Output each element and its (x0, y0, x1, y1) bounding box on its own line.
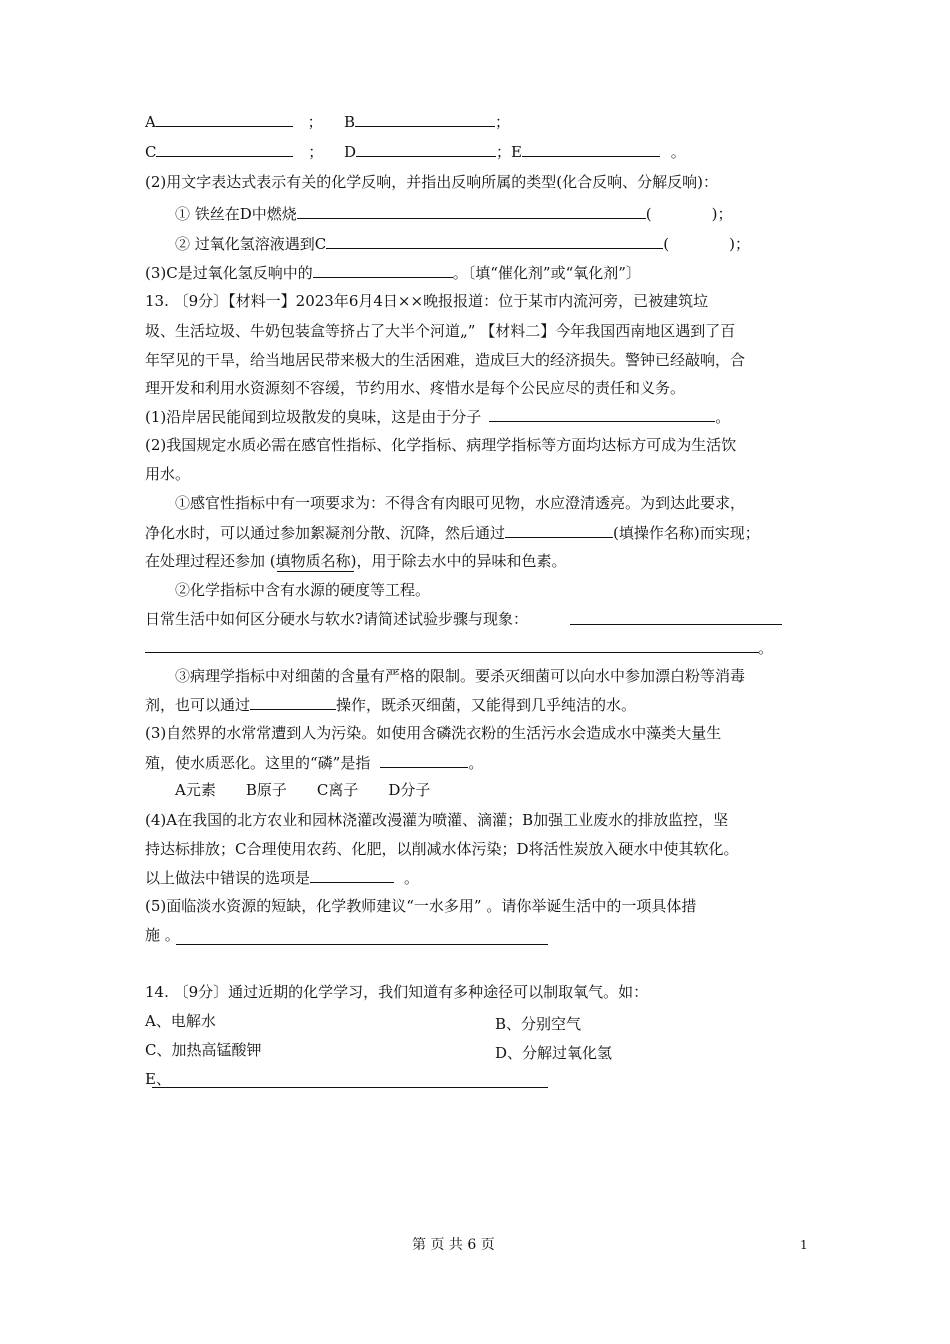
blank-type2[interactable] (669, 234, 729, 249)
q13-s2-line1: ②化学指标中含有水源的硬度等工程。 (175, 581, 431, 599)
blank-q14-e[interactable] (152, 1087, 548, 1088)
q14-e: E、 (145, 1070, 171, 1088)
q13-p4-line1: (4)A在我国的北方农业和园林浇灌改漫灌为喷灌、滴灌；B加强工业废水的排放监控，坚 (145, 811, 729, 829)
q13-p5-line2: 施 。 (145, 926, 180, 944)
paren-close: )； (729, 235, 750, 253)
q13-s1-line2a: 净化水时，可以通过参加絮凝剂分散、沉降，然后通过 (145, 524, 506, 542)
q12-3 (145, 262, 641, 283)
q13-p4-line3a: 以上做法中错误的选项是 (145, 869, 311, 887)
blank-catalyst[interactable] (313, 262, 453, 278)
label-a: A (145, 113, 156, 131)
label-b: B (344, 113, 356, 131)
paren-close: )； (711, 205, 733, 223)
q13-p4-line2: 持达标排放；C合理使用农药、化肥，以削减水体污染；D将活性炭放入硬水中使其软化。 (145, 840, 739, 858)
blank-a[interactable] (156, 111, 293, 127)
blank-substance[interactable] (277, 571, 354, 572)
item2-text: ② 过氧化氢溶液遇到C (175, 235, 327, 253)
opt-c[interactable]: C离子 (316, 781, 359, 799)
page-number: 1 (800, 1238, 808, 1252)
q13-p1-end: 。 (715, 408, 731, 426)
blank-type1[interactable] (652, 204, 712, 219)
q12-2-item2 (175, 233, 750, 254)
q13-s2-line2-text: 日常生活中如何区分硬水与软水?请简述试验步骤与现象： (145, 610, 529, 628)
q13-line3: 年罕见的干旱，给当地居民带来极大的生活困难，造成巨大的经济损失。警钟已经敲响，合 (145, 351, 746, 369)
q13-line2: 圾、生活垃圾、牛奶包装盒等挤占了大半个河道„” 【材料二】今年我国西南地区遇到了百 (145, 322, 736, 340)
paren-open: ( (645, 205, 652, 223)
q14-a: A、电解水 (145, 1012, 216, 1030)
semicolon: ； (308, 143, 324, 161)
blank-e[interactable] (522, 141, 660, 157)
paren-open: ( (663, 235, 670, 253)
q13-p4-line3b: 。 (404, 869, 420, 887)
q12-3-suffix: 。〔填“催化剂”或“氧化剂”〕 (452, 264, 641, 282)
q13-line1: 13. 〔9分〕【材料一】2023年6月4日××晚报报道：位于某市内流河旁，已被建筑垃 (145, 292, 709, 310)
blank-distill[interactable] (250, 694, 336, 710)
label-d: D (344, 143, 357, 161)
page-footer: 第 页 共 6 页 (412, 1237, 495, 1253)
blank-b[interactable] (355, 111, 495, 127)
blank-wrong-option[interactable] (310, 867, 394, 883)
label-c: C (145, 143, 157, 161)
q13-s3-line2 (145, 694, 636, 715)
q12-row-c (145, 141, 323, 162)
blank-operation[interactable] (505, 522, 613, 538)
blank-phosphorus[interactable] (380, 752, 468, 768)
q13-s1-line3: 在处理过程还参加 (填物质名称)，用于除去水中的异味和色素。 (145, 552, 567, 570)
q13-s3-line2b: 操作，既杀灭细菌，又能得到几乎纯洁的水。 (336, 696, 637, 714)
q13-s3-line2a: 剂，也可以通过 (145, 696, 251, 714)
blank-molecule[interactable] (489, 406, 715, 422)
blank-item1[interactable] (297, 203, 646, 219)
q13-p4-line3 (145, 867, 419, 888)
q14-c: C、加热高锰酸钾 (145, 1041, 262, 1059)
q13-s2-end: 。 (758, 639, 774, 657)
q14-intro: 14. 〔9分〕通过近期的化学学习，我们知道有多种途径可以制取氧气。如： (145, 983, 649, 1001)
q13-p3-line2b: 。 (468, 754, 484, 772)
label-e: E (511, 143, 522, 161)
q12-row-de (344, 141, 686, 162)
q13-p3-line2 (145, 752, 483, 773)
blank-hardwater-2[interactable] (145, 652, 759, 653)
opt-b[interactable]: B原子 (245, 781, 287, 799)
period: 。 (670, 143, 686, 161)
q14-d: D、分解过氧化氢 (495, 1044, 613, 1062)
blank-c[interactable] (156, 141, 293, 157)
q13-s1-line2b: (填操作名称)而实现； (613, 524, 760, 542)
q13-p1-text: (1)沿岸居民能闻到垃圾散发的臭味，这是由于分子 (145, 408, 482, 426)
q12-2-intro: (2)用文字表达式表示有关的化学反响，并指出反响所属的类型(化合反响、分解反响)： (145, 173, 718, 191)
semicolon: ； (307, 113, 323, 131)
q13-p2-line2: 用水。 (145, 465, 191, 483)
q13-line4: 理开发和利用水资源刻不容缓，节约用水、疼惜水是每个公民应尽的责任和义务。 (145, 379, 686, 397)
blank-measure[interactable] (176, 944, 548, 945)
q12-2-item1 (175, 203, 733, 224)
q13-s2-line2 (145, 609, 528, 629)
q13-opts (175, 780, 430, 800)
q13-p3-line2a: 殖，使水质恶化。这里的“磷”是指 (145, 754, 371, 772)
item1-text: ① 铁丝在D中燃烧 (175, 205, 297, 223)
q12-row-b (344, 111, 510, 132)
q12-3-prefix: (3)C是过氧化氢反响中的 (145, 264, 313, 282)
q13-p2-line1: (2)我国规定水质必需在感官性指标、化学指标、病理学指标等方面均达标方可成为生活饮 (145, 436, 737, 454)
blank-hardwater-1[interactable] (570, 624, 782, 625)
q13-p5-line1: (5)面临淡水资源的短缺，化学教师建议“一水多用” 。请你举诞生活中的一项具体措 (145, 897, 697, 915)
blank-item2[interactable] (326, 233, 663, 249)
q13-s3-line1: ③病理学指标中对细菌的含量有严格的限制。要杀灭细菌可以向水中参加漂白粉等消毒 (175, 667, 746, 685)
semicolon: ； (496, 143, 512, 161)
q13-p3-line1: (3)自然界的水常常遭到人为污染。如使用含磷洗衣粉的生活污水会造成水中藻类大量生 (145, 724, 722, 742)
q14-b: B、分别空气 (495, 1015, 582, 1033)
opt-d[interactable]: D分子 (388, 781, 431, 799)
q13-s1-line2 (145, 522, 760, 543)
semicolon: ； (495, 113, 511, 131)
blank-d[interactable] (356, 141, 496, 157)
q12-row-ab (145, 111, 323, 132)
q13-s1-line1: ①感官性指标中有一项要求为：不得含有肉眼可见物，水应澄清透亮。为到达此要求， (175, 494, 746, 512)
opt-a[interactable]: A元素 (175, 781, 216, 799)
q13-p1 (145, 406, 730, 427)
